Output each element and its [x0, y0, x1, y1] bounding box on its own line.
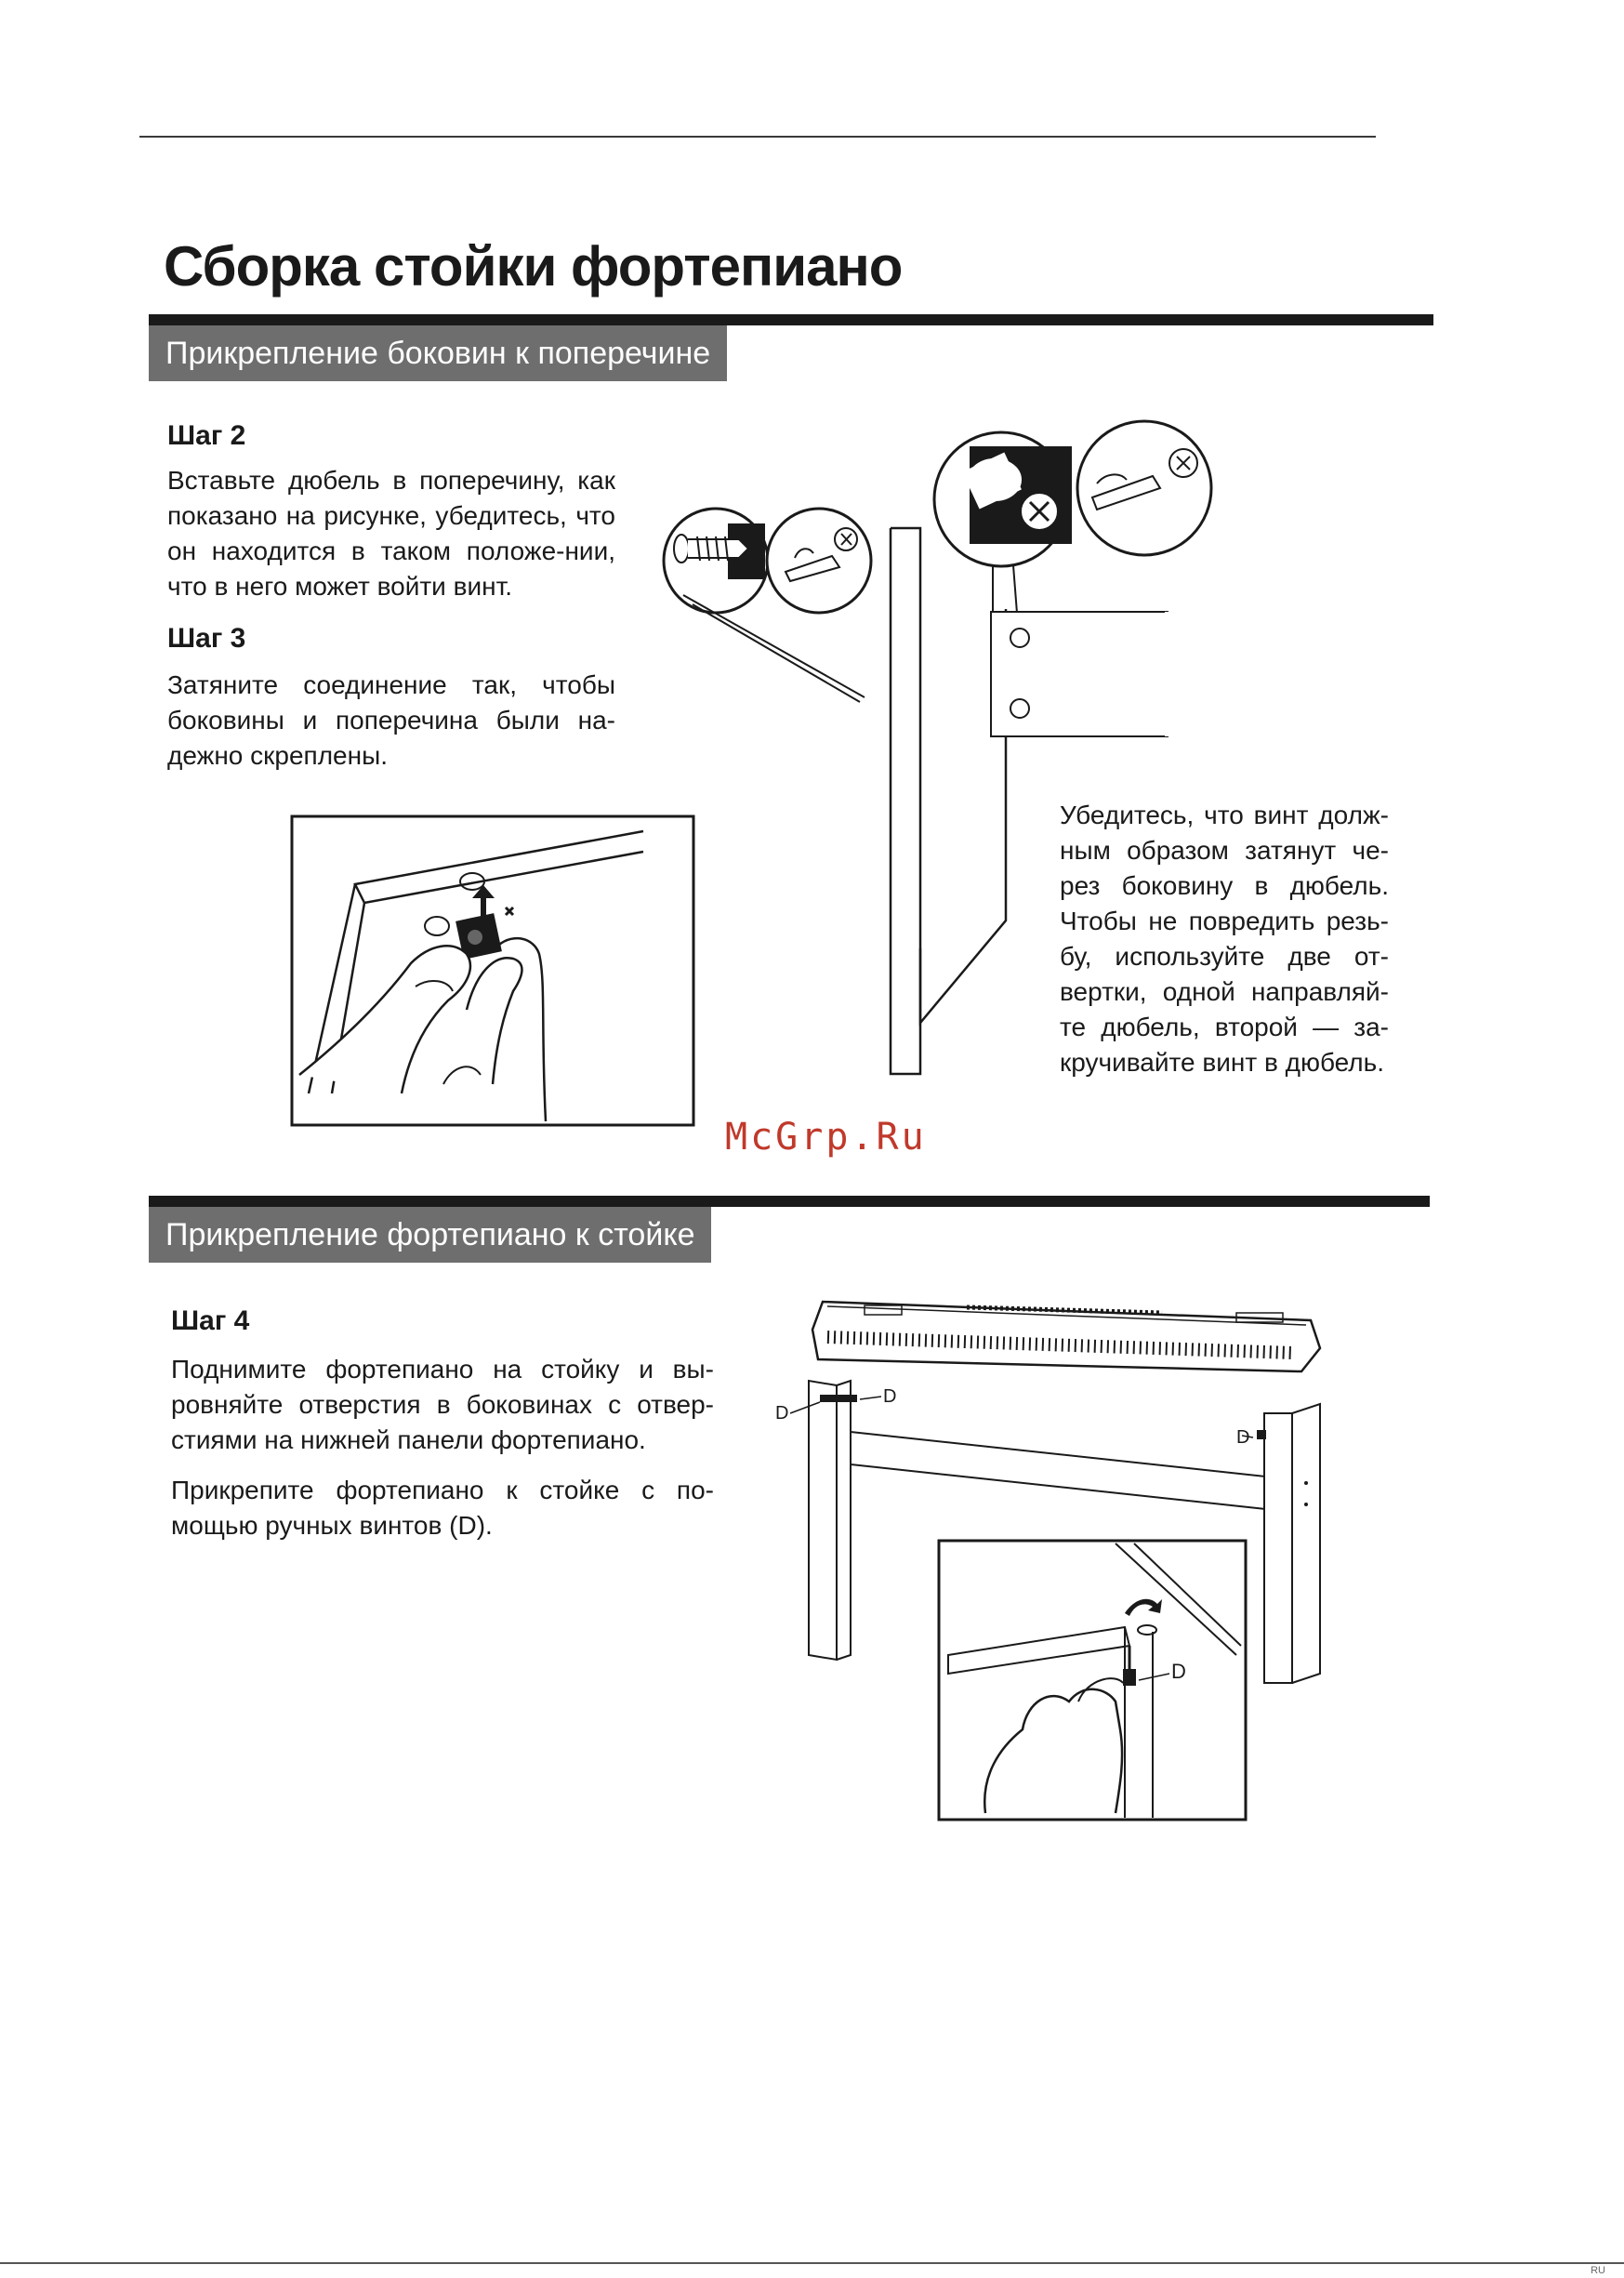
step4-text-2: Прикрепите фортепиано к стойке с по-мощью ручных винтов (D). [171, 1476, 714, 1540]
screw-dowel-detail-figure [651, 409, 1450, 1097]
dowel-insertion-figure [290, 815, 695, 1127]
bottom-rule [0, 2262, 1624, 2264]
callout-d-1: D [775, 1403, 789, 1424]
section1-label: Прикрепление боковин к поперечине [149, 325, 727, 381]
step3-text: Затяните соединение так, чтобы боковины и поперечина были на-дежно скреплены. [167, 670, 615, 770]
page-title: Сборка стойки фортепиано [164, 235, 903, 298]
watermark: McGrp.Ru [725, 1116, 927, 1159]
callout-d-inset: D [1171, 1660, 1186, 1683]
piano-stand-figure [772, 1265, 1348, 1822]
top-rule [139, 136, 1376, 138]
step2-heading: Шаг 2 [167, 420, 246, 451]
screw-note: Убедитесь, что винт долж-ным образом затянут че-рез боковину в дюбель. Чтобы не повредить резь-бу, используйте две от-вертки, одной направляй-те дюбель, второй — за-кручивайте винт в дюбель. [1060, 801, 1389, 1077]
callout-d-2: D [883, 1386, 897, 1407]
step4-heading: Шаг 4 [171, 1305, 250, 1336]
section1-rule [149, 314, 1433, 325]
step4-text-1: Поднимите фортепиано на стойку и вы-ровняйте отверстия в боковинах с отвер-стиями на нижней панели фортепиано. [171, 1355, 714, 1454]
step3-heading: Шаг 3 [167, 623, 246, 654]
callout-d-3: D [1236, 1427, 1250, 1448]
footer-page-marker: RU [1591, 2265, 1605, 2276]
step2-text: Вставьте дюбель в поперечину, как показано на рисунке, убедитесь, что он находится в таком положе-нии, что в него может войти винт. [167, 466, 615, 601]
section2-label: Прикрепление фортепиано к стойке [149, 1207, 711, 1263]
section2-rule [149, 1196, 1430, 1207]
